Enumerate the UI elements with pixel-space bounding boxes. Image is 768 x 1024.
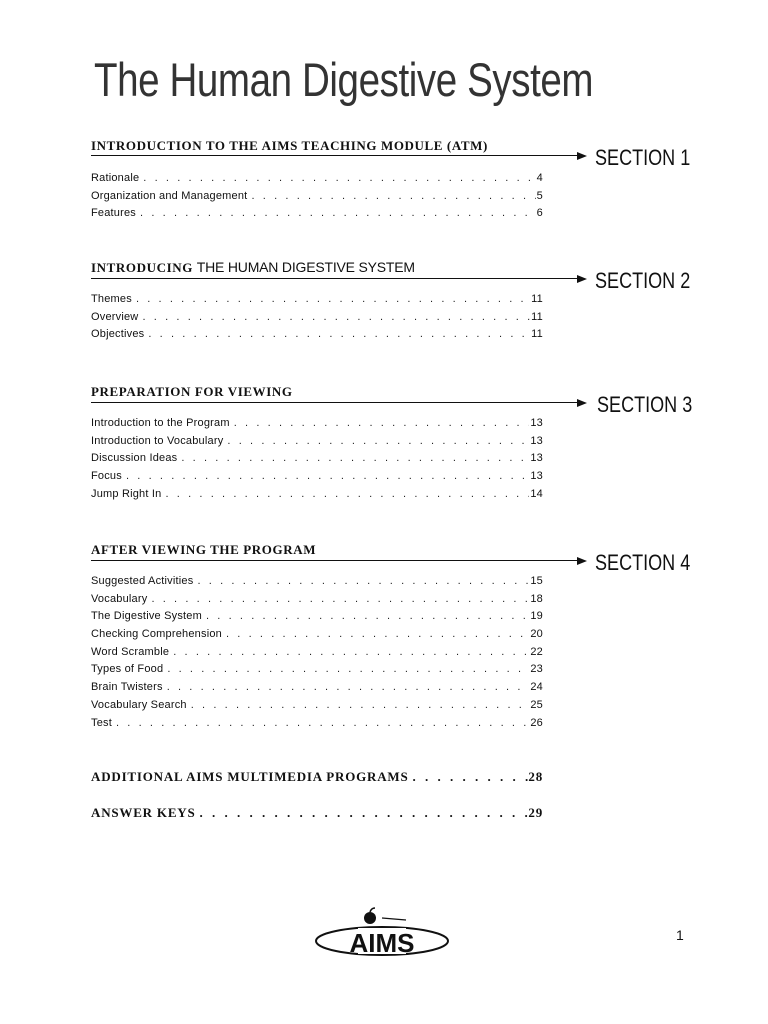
toc-entry[interactable]: Introduction to Vocabulary . . . 13 bbox=[91, 435, 543, 453]
toc-entry[interactable]: Types of Food . . . 23 bbox=[91, 663, 543, 681]
section-heading: PREPARATION FOR VIEWING bbox=[91, 384, 293, 399]
toc-entry-answer-keys[interactable]: ANSWER KEYS . . . 29 bbox=[91, 805, 543, 821]
toc-entry[interactable]: Brain Twisters . . . 24 bbox=[91, 681, 543, 699]
toc-list bbox=[91, 172, 543, 225]
toc-entry[interactable]: Suggested Activities . . . 15 bbox=[91, 575, 543, 593]
toc-entry[interactable]: Focus . . . 13 bbox=[91, 470, 543, 488]
section-4 bbox=[91, 541, 691, 729]
toc-entry[interactable]: Objectives . . . 11 bbox=[91, 328, 543, 346]
toc-entry[interactable]: Organization and Management . . . 5 bbox=[91, 190, 543, 208]
section-heading: AFTER VIEWING THE PROGRAM bbox=[91, 542, 317, 557]
arrow-right-icon bbox=[577, 152, 587, 160]
toc-entry[interactable]: Themes . . . 11 bbox=[91, 293, 543, 311]
toc-list bbox=[91, 293, 543, 346]
section-heading: INTRODUCTION TO THE AIMS TEACHING MODULE (ATM) bbox=[91, 138, 488, 153]
section-label: SECTION 4 bbox=[595, 550, 691, 575]
toc-entry[interactable]: Checking Comprehension . . . 20 bbox=[91, 628, 543, 646]
toc-entry-additional-programs[interactable]: ADDITIONAL AIMS MULTIMEDIA PROGRAMS . . . 28 bbox=[91, 769, 543, 785]
toc-entry[interactable]: Word Scramble . . . 22 bbox=[91, 646, 543, 664]
section-1 bbox=[91, 137, 691, 220]
section-rule bbox=[91, 402, 579, 403]
section-rule bbox=[91, 560, 579, 561]
toc-list bbox=[91, 417, 543, 505]
toc-entry[interactable]: Features . . . 6 bbox=[91, 207, 543, 225]
toc-entry[interactable]: Rationale . . . 4 bbox=[91, 172, 543, 190]
toc-entry[interactable]: Test . . . 26 bbox=[91, 717, 543, 735]
aims-logo bbox=[314, 906, 450, 956]
logo-text: AIMS bbox=[349, 928, 415, 956]
arrow-right-icon bbox=[577, 399, 587, 407]
toc-entry[interactable]: Vocabulary Search . . . 25 bbox=[91, 699, 543, 717]
toc-entry[interactable]: Overview . . . 11 bbox=[91, 311, 543, 329]
apple-icon bbox=[364, 912, 376, 924]
section-2 bbox=[91, 259, 691, 341]
section-3 bbox=[91, 383, 693, 500]
toc-entry[interactable]: Jump Right In . . . 14 bbox=[91, 488, 543, 506]
toc-entry[interactable]: Introduction to the Program . . . 13 bbox=[91, 417, 543, 435]
section-label: SECTION 3 bbox=[597, 392, 693, 417]
toc-entry[interactable]: Vocabulary . . . 18 bbox=[91, 593, 543, 611]
toc-entry[interactable]: The Digestive System . . . 19 bbox=[91, 610, 543, 628]
toc-list bbox=[91, 575, 543, 734]
page-number: 1 bbox=[676, 927, 684, 943]
arrow-right-icon bbox=[577, 275, 587, 283]
section-heading: INTRODUCING THE HUMAN DIGESTIVE SYSTEM bbox=[91, 259, 415, 275]
arrow-right-icon bbox=[577, 557, 587, 565]
page-title: The Human Digestive System bbox=[94, 53, 594, 106]
section-rule bbox=[91, 278, 579, 279]
section-rule bbox=[91, 155, 579, 156]
section-label: SECTION 2 bbox=[595, 268, 691, 293]
section-label: SECTION 1 bbox=[595, 145, 691, 170]
toc-entry[interactable]: Discussion Ideas . . . 13 bbox=[91, 452, 543, 470]
